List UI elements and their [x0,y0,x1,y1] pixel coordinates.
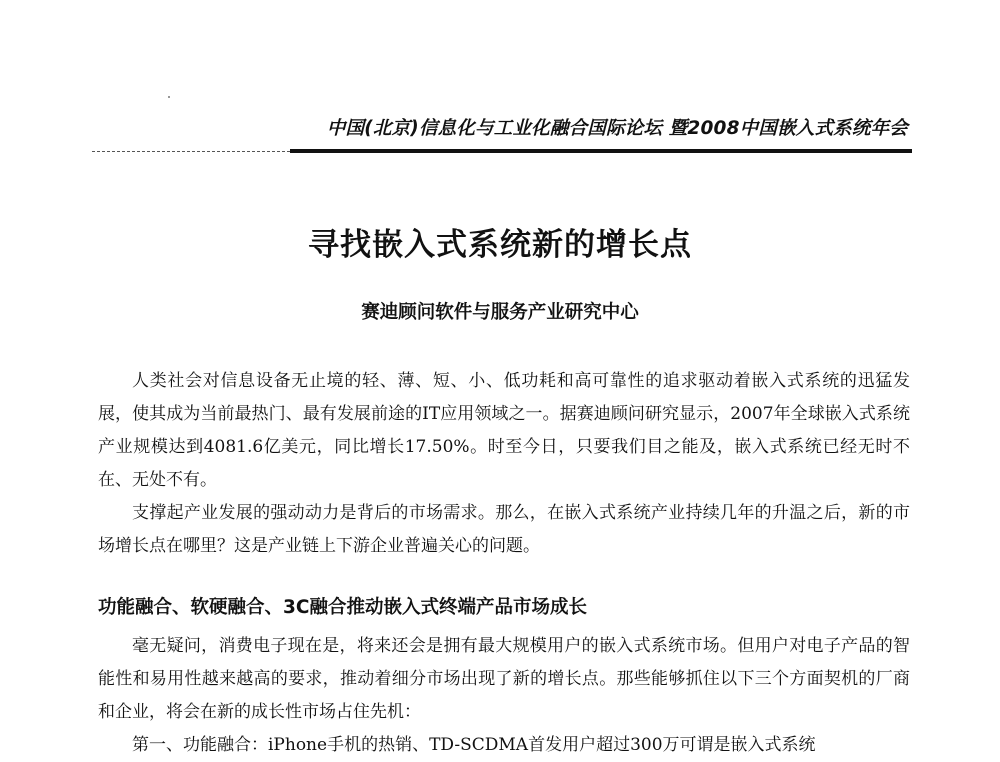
body-paragraph: 第一、功能融合：iPhone手机的热销、TD-SCDMA首发用户超过300万可谓是嵌入式系统 [132,735,816,755]
section-heading: 功能融合、软硬融合、3C融合推动嵌入式终端产品市场成长 [98,597,587,618]
article-author: 赛迪顾问软件与服务产业研究中心 [361,302,639,323]
running-header: 中国(北京)信息化与工业化融合国际论坛 暨2008中国嵌入式系统年会 [326,118,908,139]
body-paragraph: 人类社会对信息设备无止境的轻、薄、短、小、低功耗和高可靠性的追求驱动着嵌入式系统的迅猛发展，使其成为当前最热门、最有发展前途的IT应用领域之一。据赛迪顾问研究显示，2007年全球嵌入式系统产业规模达到4081.6亿美元，同比增长17.50%。时至今日，只要我们目之能及，嵌入式系统已经无时不在、无处不有。 [98,371,910,490]
body-paragraph: 支撑起产业发展的强动动力是背后的市场需求。那么，在嵌入式系统产业持续几年的升温之后，新的市场增长点在哪里？这是产业链上下游企业普遍关心的问题。 [98,503,910,556]
body-paragraph: 毫无疑问，消费电子现在是，将来还会是拥有最大规模用户的嵌入式系统市场。但用户对电子产品的智能性和易用性越来越高的要求，推动着细分市场出现了新的增长点。那些能够抓住以下三个方面契机的厂商和企业，将会在新的成长性市场占住先机： [98,636,910,722]
scan-speck [168,96,170,98]
article-title: 寻找嵌入式系统新的增长点 [308,227,692,263]
intro-body [98,365,910,563]
section-body [98,594,910,762]
header-rule-thick [290,149,912,153]
header-rule-dashed [92,151,290,152]
